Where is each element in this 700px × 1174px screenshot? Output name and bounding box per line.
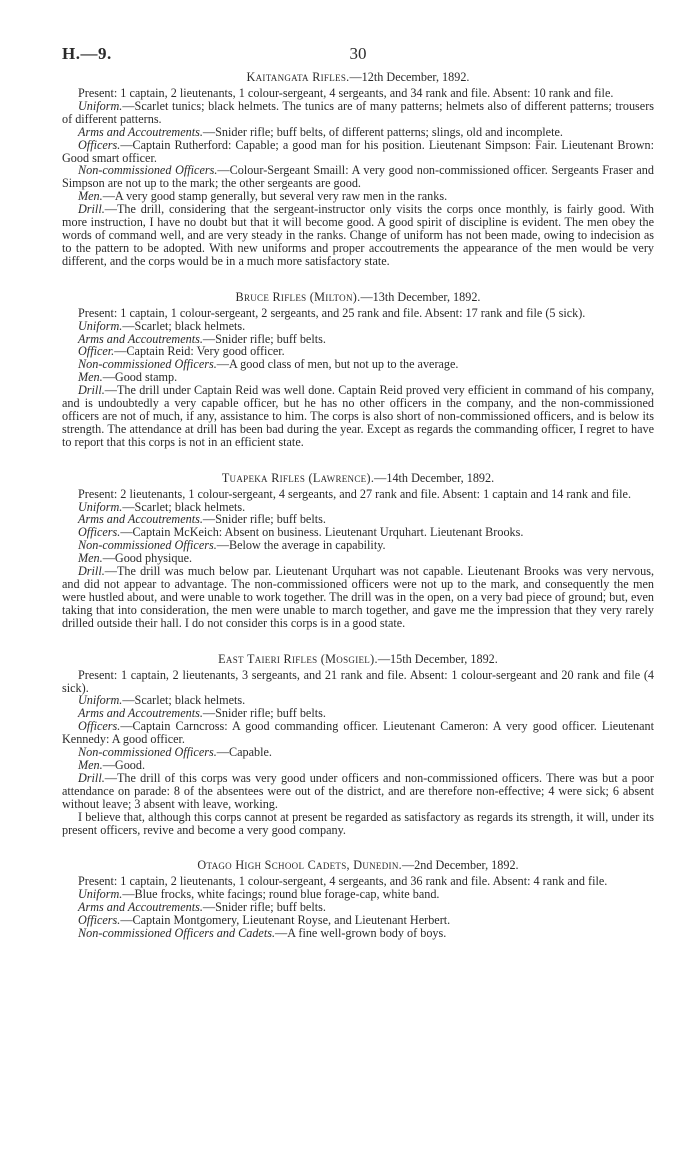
item-label: Uniform.	[78, 887, 123, 902]
item-text: —Snider rifle; buff belts.	[202, 900, 326, 915]
item-text: —Scarlet; black helmets.	[122, 499, 246, 514]
item-label: Arms and Accoutrements.	[78, 706, 203, 721]
item-label: Uniform.	[78, 318, 123, 333]
item-text: —Snider rifle; buff belts.	[202, 512, 326, 527]
item-label: Non-commissioned Officers.	[78, 538, 217, 553]
item-text: —Captain Rutherford: Capable; a good man for his position. Lieutenant Simpson: Fair. Lieutenant Brown: Good smart officer.	[62, 137, 654, 165]
item-text: —Snider rifle; buff belts, of different patterns; slings, old and incomplete.	[202, 124, 563, 139]
report-item	[62, 772, 654, 811]
item-text: —Scarlet tunics; black helmets. The tunics are of many patterns; helmets also of different patterns; trousers of different patterns.	[62, 98, 654, 126]
report-item	[62, 203, 654, 268]
item-text: —Capable.	[216, 745, 272, 760]
report-item	[62, 720, 654, 746]
corps-report-section	[62, 858, 654, 940]
attendance-paragraph: Present: 1 captain, 2 lieutenants, 3 sergeants, and 21 rank and file. Absent: 1 colour-sergeant and 20 rank and file (4 sick).	[62, 667, 654, 695]
item-text: —Below the average in capability.	[216, 538, 386, 553]
report-item	[62, 927, 654, 940]
item-label: Men.	[78, 189, 103, 204]
item-label: Uniform.	[78, 693, 123, 708]
page-number: 30	[349, 44, 367, 63]
item-label: Drill.	[78, 770, 105, 785]
item-text: —Snider rifle; buff belts.	[202, 706, 326, 721]
item-text: —A good class of men, but not up to the average.	[216, 357, 459, 372]
corps-report-section	[62, 290, 654, 449]
item-label: Arms and Accoutrements.	[78, 124, 203, 139]
item-text: —Captain Reid: Very good officer.	[114, 344, 285, 359]
report-item	[62, 565, 654, 630]
item-label: Officers.	[78, 719, 121, 734]
item-text: —Captain McKeich: Absent on business. Lieutenant Urquhart. Lieutenant Brooks.	[120, 525, 524, 540]
attendance-paragraph: Present: 1 captain, 1 colour-sergeant, 2 sergeants, and 25 rank and file. Absent: 17 rank and file (5 sick).	[78, 305, 586, 320]
item-label: Officers.	[78, 137, 121, 152]
attendance-paragraph: Present: 2 lieutenants, 1 colour-sergeant, 4 sergeants, and 27 rank and file. Absent: 1 captain and 14 rank and file.	[78, 486, 632, 501]
corps-name: Tuapeka Rifles (Lawrence).	[221, 470, 375, 485]
closing-paragraph: I believe that, although this corps cannot at present be regarded as satisfactory as regards its strength, it will, under its present officers, revive and become a very good company.	[62, 809, 654, 837]
item-text: —Scarlet; black helmets.	[122, 318, 246, 333]
section-heading	[62, 858, 654, 872]
item-text: —Colour-Sergeant Smaill: A very good non-commissioned officer. Sergeants Fraser and Simpson are not up to the mark; the other sergeants are good.	[62, 163, 654, 191]
item-label: Uniform.	[78, 499, 123, 514]
item-text: —Blue frocks, white facings; round blue forage-cap, white band.	[122, 887, 440, 902]
item-text: —The drill was much below par. Lieutenant Urquhart was not capable. Lieutenant Brooks was very nervous, and did not appear to advantage. The non-commissioned officers were not up to the mark, and consequently the men were hustled about, and were unable to work together. The drill was in the open, on a very bad piece of ground; but, even taking that into consideration, the men were unable to march together, and gave me the impression that they very rarely drilled outside their hall. I do not consider this corps is in a good state.	[62, 564, 654, 630]
inspection-date: —12th December, 1892.	[349, 70, 470, 84]
item-label: Non-commissioned Officers.	[78, 357, 217, 372]
document-reference: H.—9.	[62, 44, 112, 63]
item-label: Non-commissioned Officers.	[78, 163, 218, 178]
item-text: —Captain Carncross: A good commanding officer. Lieutenant Cameron: A very good officer. Lieutenant Kennedy: A good officer.	[62, 719, 654, 747]
corps-name: Bruce Rifles (Milton).	[235, 289, 361, 304]
report-item	[62, 384, 654, 449]
corps-name: East Taieri Rifles (Mosgiel).	[218, 651, 378, 666]
inspection-date: —2nd December, 1892.	[401, 858, 519, 873]
section-heading	[62, 290, 654, 304]
item-text: —Good physique.	[102, 551, 193, 566]
report-item	[62, 164, 654, 190]
attendance-paragraph: Present: 1 captain, 2 lieutenants, 1 colour-sergeant, 4 sergeants, and 36 rank and file. Absent: 4 rank and file.	[78, 874, 608, 889]
inspection-date: —14th December, 1892.	[374, 470, 495, 485]
report-item	[62, 139, 654, 165]
attendance-paragraph: Present: 1 captain, 2 lieutenants, 1 colour-sergeant, 4 sergeants, and 34 rank and file. Absent: 10 rank and file.	[78, 86, 614, 100]
page-header	[62, 0, 654, 70]
item-text: —Good.	[102, 757, 146, 772]
section-heading	[62, 70, 654, 84]
item-text: —The drill, considering that the sergeant-instructor only visits the corps once monthly, is fairly good. With more instruction, I have no doubt but that it will become good. A good spirit of discipline is evident. The men obey the words of command well, and are very steady in the ranks. Change of uniform has not been made, owing to indecision as to the pattern to be adopted. With new uniforms and proper accoutrements the appearance of the men would be very different, and the corps would be in a much more satisfactory state.	[62, 202, 654, 268]
item-label: Men.	[78, 757, 103, 772]
item-text: —The drill under Captain Reid was well done. Captain Reid proved very efficient in command of his company, and is undoubtedly a very capable officer, but he has no other officers in the company, and the non-commissioned officers are not of much, if any, assistance to him. The corps is also short of non-commissioned officers, and is below its strength. The attendance at drill has been bad during the year. Except as regards the commanding officer, I regret to have to report that this corps is not in an efficient state.	[62, 383, 654, 449]
item-text: —Scarlet; black helmets.	[122, 693, 246, 708]
item-label: Uniform.	[78, 98, 123, 113]
item-label: Officers.	[78, 525, 121, 540]
section-heading	[62, 471, 654, 485]
item-text: —Captain Montgomery, Lieutenant Royse, and Lieutenant Herbert.	[120, 913, 451, 928]
report-item	[62, 746, 654, 759]
corps-name: Otago High School Cadets, Dunedin.	[197, 858, 402, 873]
item-label: Drill.	[78, 564, 105, 579]
section-heading	[62, 652, 654, 666]
item-label: Arms and Accoutrements.	[78, 331, 203, 346]
item-text: —A fine well-grown body of boys.	[275, 926, 447, 941]
item-label: Officer.	[78, 344, 115, 359]
inspection-date: —15th December, 1892.	[377, 651, 498, 666]
inspection-date: —13th December, 1892.	[360, 289, 481, 304]
item-text: —Snider rifle; buff belts.	[202, 331, 326, 346]
item-label: Officers.	[78, 913, 121, 928]
corps-report-section	[62, 70, 654, 268]
report-body	[62, 70, 654, 940]
item-text: —A very good stamp generally, but several very raw men in the ranks.	[102, 189, 448, 204]
item-label: Arms and Accoutrements.	[78, 512, 203, 527]
report-item	[62, 100, 654, 126]
item-text: —Good stamp.	[102, 370, 178, 385]
item-label: Non-commissioned Officers and Cadets.	[78, 926, 276, 941]
item-label: Arms and Accoutrements.	[78, 900, 203, 915]
item-label: Men.	[78, 551, 103, 566]
item-text: —The drill of this corps was very good under officers and non-commissioned officers. There was but a poor attendance on parade: 8 of the absentees were out of the district, and are therefore non-effective; 4 were sick; 6 absent without leave; 3 absent with leave, working.	[62, 770, 654, 811]
corps-report-section	[62, 471, 654, 630]
corps-report-section	[62, 652, 654, 837]
item-label: Men.	[78, 370, 103, 385]
item-label: Non-commissioned Officers.	[78, 745, 217, 760]
item-label: Drill.	[78, 383, 105, 398]
corps-name: Kaitangata Rifles.	[246, 70, 350, 84]
item-label: Drill.	[78, 202, 105, 217]
